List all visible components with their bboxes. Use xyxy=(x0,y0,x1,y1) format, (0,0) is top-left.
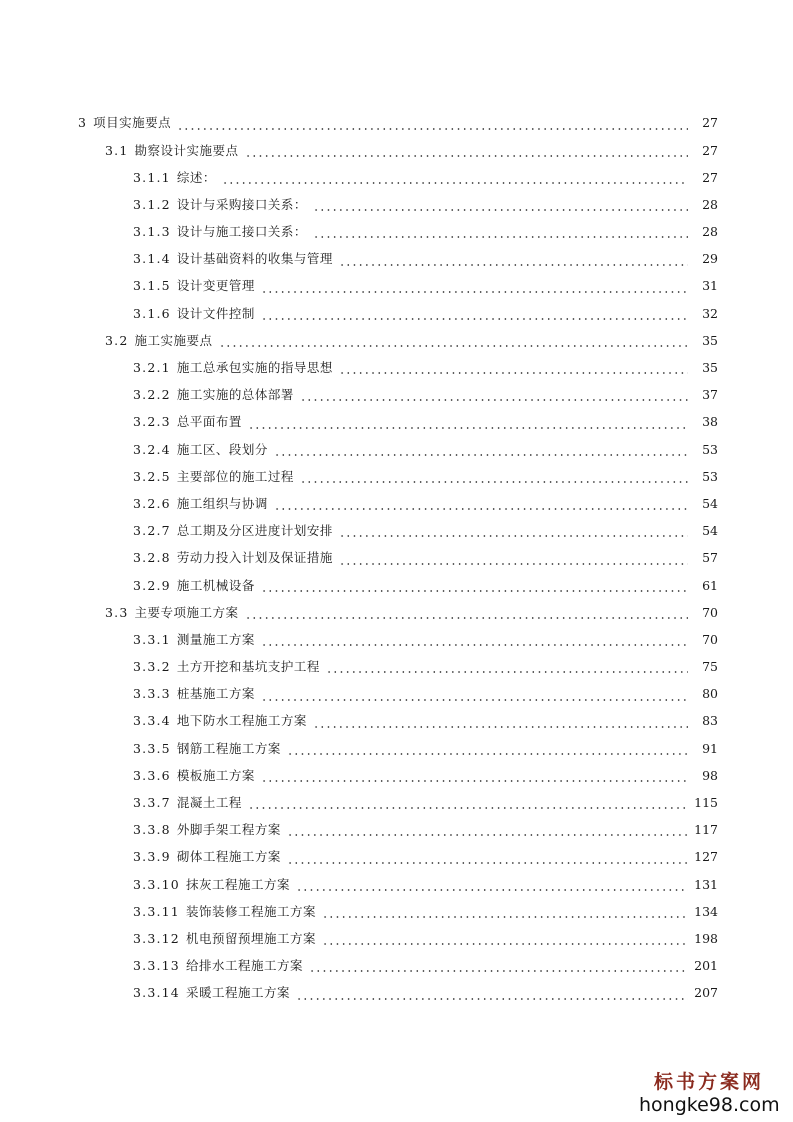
toc-entry-page: 98 xyxy=(702,767,718,783)
toc-entry-title: 施工区、段划分 xyxy=(176,441,268,457)
toc-entry-page: 32 xyxy=(702,305,718,321)
site-watermark xyxy=(639,1070,779,1116)
toc-dot-leader xyxy=(287,852,688,864)
toc-dot-leader xyxy=(261,308,688,320)
toc-entry-page: 28 xyxy=(702,224,718,240)
toc-entry-number: 3.3 xyxy=(105,604,129,620)
toc-entry-title: 总平面布置 xyxy=(176,414,242,430)
toc-entry-3-3-11[interactable] xyxy=(0,898,793,925)
toc-entry-page: 57 xyxy=(702,550,718,566)
toc-dot-leader xyxy=(300,471,688,483)
toc-entry-page: 37 xyxy=(702,387,718,403)
toc-entry-title: 设计文件控制 xyxy=(176,305,255,321)
toc-entry-title: 采暖工程施工方案 xyxy=(185,985,290,1001)
toc-entry-title: 综述： xyxy=(176,169,216,185)
watermark-url: hongke98.com xyxy=(639,1094,780,1116)
toc-entry-number: 3.3.5 xyxy=(133,740,171,756)
toc-entry-3-1-1[interactable] xyxy=(0,164,793,191)
toc-entry-page: 54 xyxy=(702,523,718,539)
toc-dot-leader xyxy=(313,199,688,211)
toc-entry-number: 3.2 xyxy=(105,332,129,348)
toc-entry-3-2-4[interactable] xyxy=(0,436,793,463)
toc-entry-number: 3.2.8 xyxy=(133,550,171,566)
toc-entry-page: 61 xyxy=(702,577,718,593)
toc-dot-leader xyxy=(261,770,688,782)
toc-dot-leader xyxy=(339,362,688,374)
toc-entry-title: 机电预留预埋施工方案 xyxy=(185,930,316,946)
toc-dot-leader xyxy=(309,960,688,972)
toc-entry-number: 3.1.1 xyxy=(133,169,171,185)
toc-dot-leader xyxy=(261,281,688,293)
toc-entry-number: 3.3.14 xyxy=(133,985,180,1001)
toc-entry-title: 主要专项施工方案 xyxy=(134,604,239,620)
toc-entry-3-3-9[interactable] xyxy=(0,844,793,871)
toc-entry-page: 54 xyxy=(702,495,718,511)
toc-entry-title: 勘察设计实施要点 xyxy=(134,142,239,158)
toc-entry-page: 75 xyxy=(702,659,718,675)
toc-entry-3-1-4[interactable] xyxy=(0,246,793,273)
toc-entry-number: 3.2.2 xyxy=(133,387,171,403)
toc-entry-title: 抹灰工程施工方案 xyxy=(185,876,290,892)
toc-dot-leader xyxy=(296,988,688,1000)
toc-entry-number: 3.3.12 xyxy=(133,930,180,946)
toc-entry-3-3-10[interactable] xyxy=(0,871,793,898)
toc-entry-title: 主要部位的施工过程 xyxy=(176,468,294,484)
toc-dot-leader xyxy=(313,226,688,238)
toc-entry-3-1[interactable] xyxy=(0,137,793,164)
toc-entry-page: 27 xyxy=(702,115,718,131)
toc-entry-3-3-7[interactable] xyxy=(0,790,793,817)
toc-entry-3-1-3[interactable] xyxy=(0,219,793,246)
toc-entry-title: 模板施工方案 xyxy=(176,767,255,783)
toc-dot-leader xyxy=(245,607,689,619)
toc-entry-page: 198 xyxy=(694,930,718,946)
toc-entry-title: 设计与施工接口关系： xyxy=(176,224,307,240)
toc-dot-leader xyxy=(222,172,688,184)
toc-entry-number: 3.3.1 xyxy=(133,631,171,647)
toc-entry-title: 施工机械设备 xyxy=(176,577,255,593)
toc-entry-3-2-1[interactable] xyxy=(0,355,793,382)
toc-entry-page: 35 xyxy=(702,332,718,348)
toc-entry-page: 29 xyxy=(702,251,718,267)
toc-entry-3-2-7[interactable] xyxy=(0,518,793,545)
toc-entry-page: 35 xyxy=(702,360,718,376)
toc-entry-page: 27 xyxy=(702,169,718,185)
toc-entry-page: 207 xyxy=(694,985,718,1001)
toc-entry-3-3-5[interactable] xyxy=(0,735,793,762)
toc-entry-title: 施工组织与协调 xyxy=(176,495,268,511)
toc-dot-leader xyxy=(322,906,688,918)
toc-entry-3-3-4[interactable] xyxy=(0,708,793,735)
toc-dot-leader xyxy=(245,145,689,157)
toc-entry-page: 131 xyxy=(694,876,718,892)
toc-entry-number: 3.3.8 xyxy=(133,822,171,838)
toc-dot-leader xyxy=(296,879,688,891)
toc-entry-title: 砌体工程施工方案 xyxy=(176,849,281,865)
toc-entry-title: 装饰装修工程施工方案 xyxy=(185,903,316,919)
toc-entry-number: 3.2.1 xyxy=(133,360,171,376)
toc-entry-3-3-3[interactable] xyxy=(0,681,793,708)
toc-dot-leader xyxy=(287,743,688,755)
toc-entry-3-3-12[interactable] xyxy=(0,926,793,953)
toc-entry-page: 31 xyxy=(702,278,718,294)
toc-entry-page: 28 xyxy=(702,196,718,212)
toc-entry-page: 115 xyxy=(694,795,718,811)
toc-entry-3-3-1[interactable] xyxy=(0,627,793,654)
toc-entry-3-1-2[interactable] xyxy=(0,192,793,219)
toc-dot-leader xyxy=(274,444,688,456)
toc-entry-3-3-8[interactable] xyxy=(0,817,793,844)
toc-dot-leader xyxy=(274,498,688,510)
toc-entry-page: 117 xyxy=(694,822,718,838)
toc-entry-title: 设计与采购接口关系： xyxy=(176,196,307,212)
toc-entry-title: 外脚手架工程方案 xyxy=(176,822,281,838)
toc-entry-number: 3.3.4 xyxy=(133,713,171,729)
toc-entry-3-3-2[interactable] xyxy=(0,654,793,681)
toc-entry-page: 127 xyxy=(694,849,718,865)
toc-entry-title: 给排水工程施工方案 xyxy=(185,958,303,974)
toc-entry-number: 3.2.7 xyxy=(133,523,171,539)
toc-entry-3-2-2[interactable] xyxy=(0,382,793,409)
toc-dot-leader xyxy=(322,933,688,945)
toc-dot-leader xyxy=(313,716,688,728)
table-of-contents xyxy=(0,110,793,1007)
toc-dot-leader xyxy=(248,797,688,809)
toc-entry-number: 3.1 xyxy=(105,142,129,158)
toc-entry-3-2-8[interactable] xyxy=(0,545,793,572)
toc-dot-leader xyxy=(339,254,688,266)
toc-entry-title: 测量施工方案 xyxy=(176,631,255,647)
toc-dot-leader xyxy=(339,525,688,537)
toc-entry-3-1-5[interactable] xyxy=(0,273,793,300)
toc-entry-title: 施工实施的总体部署 xyxy=(176,387,294,403)
toc-entry-number: 3.3.11 xyxy=(133,903,180,919)
toc-entry-page: 38 xyxy=(702,414,718,430)
toc-dot-leader xyxy=(326,661,688,673)
toc-entry-number: 3.3.7 xyxy=(133,795,171,811)
toc-entry-3-3[interactable] xyxy=(0,599,793,626)
toc-entry-number: 3.1.5 xyxy=(133,278,171,294)
toc-entry-3-2-3[interactable] xyxy=(0,409,793,436)
toc-entry-page: 53 xyxy=(702,441,718,457)
toc-entry-3[interactable] xyxy=(0,110,793,137)
toc-entry-title: 钢筋工程施工方案 xyxy=(176,740,281,756)
toc-entry-number: 3.1.6 xyxy=(133,305,171,321)
toc-entry-page: 53 xyxy=(702,468,718,484)
toc-entry-3-1-6[interactable] xyxy=(0,300,793,327)
toc-entry-number: 3.3.6 xyxy=(133,767,171,783)
toc-entry-title: 劳动力投入计划及保证措施 xyxy=(176,550,333,566)
toc-entry-page: 91 xyxy=(702,740,718,756)
toc-entry-title: 土方开挖和基坑支护工程 xyxy=(176,659,320,675)
toc-entry-3-2[interactable] xyxy=(0,328,793,355)
toc-entry-page: 134 xyxy=(694,903,718,919)
toc-entry-number: 3.3.3 xyxy=(133,686,171,702)
toc-dot-leader xyxy=(300,389,688,401)
toc-dot-leader xyxy=(219,335,689,347)
toc-entry-title: 施工总承包实施的指导思想 xyxy=(176,360,333,376)
toc-entry-number: 3.3.13 xyxy=(133,958,180,974)
toc-entry-number: 3 xyxy=(78,115,88,131)
toc-entry-page: 83 xyxy=(702,713,718,729)
toc-entry-3-2-5[interactable] xyxy=(0,463,793,490)
toc-entry-title: 总工期及分区进度计划安排 xyxy=(176,523,333,539)
toc-dot-leader xyxy=(261,634,688,646)
toc-entry-title: 地下防水工程施工方案 xyxy=(176,713,307,729)
toc-entry-title: 设计变更管理 xyxy=(176,278,255,294)
toc-entry-number: 3.2.6 xyxy=(133,495,171,511)
toc-entry-number: 3.3.9 xyxy=(133,849,171,865)
toc-entry-number: 3.1.3 xyxy=(133,224,171,240)
toc-entry-3-3-13[interactable] xyxy=(0,953,793,980)
toc-dot-leader xyxy=(261,580,688,592)
toc-entry-title: 项目实施要点 xyxy=(93,115,172,131)
toc-entry-number: 3.2.9 xyxy=(133,577,171,593)
toc-entry-page: 80 xyxy=(702,686,718,702)
toc-entry-page: 70 xyxy=(702,631,718,647)
toc-entry-number: 3.2.3 xyxy=(133,414,171,430)
toc-entry-number: 3.2.5 xyxy=(133,468,171,484)
toc-entry-title: 设计基础资料的收集与管理 xyxy=(176,251,333,267)
toc-entry-3-2-6[interactable] xyxy=(0,491,793,518)
toc-dot-leader xyxy=(287,824,688,836)
toc-dot-leader xyxy=(261,689,688,701)
toc-entry-3-3-14[interactable] xyxy=(0,980,793,1007)
toc-entry-number: 3.2.4 xyxy=(133,441,171,457)
toc-entry-page: 70 xyxy=(702,604,718,620)
toc-entry-3-2-9[interactable] xyxy=(0,572,793,599)
toc-entry-number: 3.3.2 xyxy=(133,659,171,675)
toc-entry-page: 201 xyxy=(694,958,718,974)
toc-entry-title: 混凝土工程 xyxy=(176,795,242,811)
toc-entry-3-3-6[interactable] xyxy=(0,763,793,790)
toc-entry-title: 桩基施工方案 xyxy=(176,686,255,702)
toc-entry-number: 3.3.10 xyxy=(133,876,180,892)
toc-dot-leader xyxy=(339,553,688,565)
toc-entry-page: 27 xyxy=(702,142,718,158)
toc-dot-leader xyxy=(248,417,688,429)
toc-dot-leader xyxy=(177,118,688,130)
toc-entry-number: 3.1.4 xyxy=(133,251,171,267)
watermark-site-name: 标书方案网 xyxy=(653,1071,764,1093)
toc-entry-title: 施工实施要点 xyxy=(134,332,213,348)
toc-entry-number: 3.1.2 xyxy=(133,196,171,212)
